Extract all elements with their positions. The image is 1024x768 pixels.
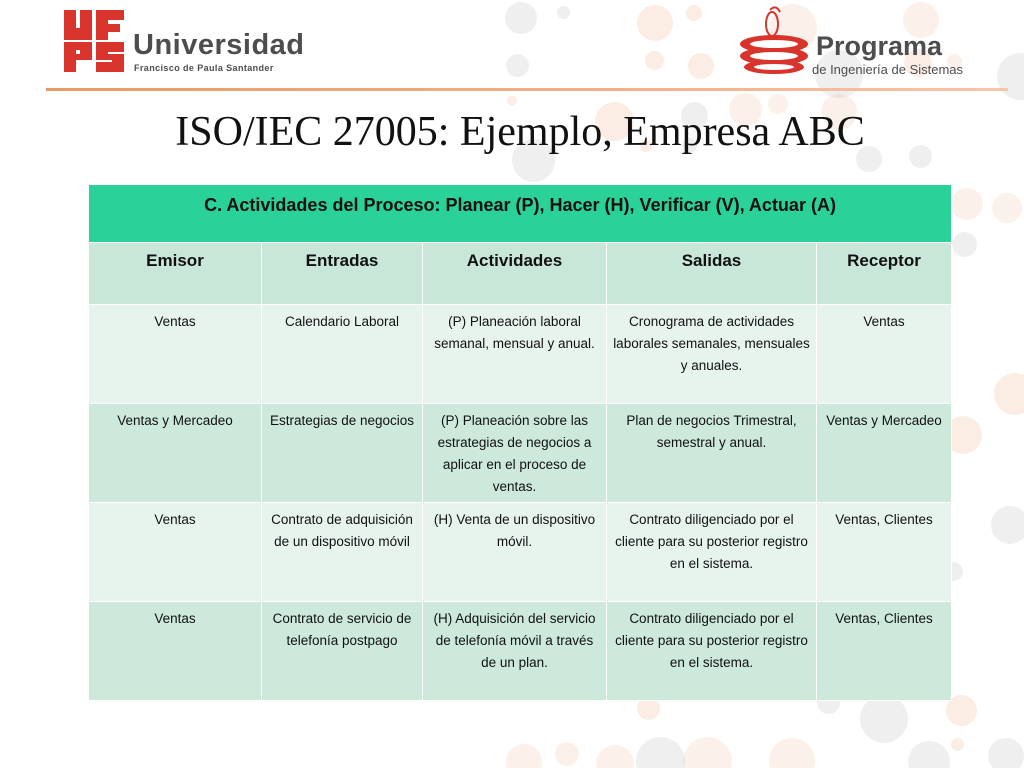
cell-entradas: Calendario Laboral xyxy=(262,305,423,404)
background-dot xyxy=(506,744,542,768)
cell-actividades: (P) Planeación sobre las estrategias de negocios a aplicar en el proceso de ventas. xyxy=(423,404,607,503)
background-dot xyxy=(951,188,983,220)
background-dot xyxy=(908,741,950,768)
background-dot xyxy=(991,506,1024,544)
cell-receptor: Ventas y Mercadeo xyxy=(817,404,952,503)
slide-header xyxy=(0,0,1024,92)
slide-title: ISO/IEC 27005: Ejemplo, Empresa ABC xyxy=(175,109,865,155)
cell-salidas: Cronograma de actividades laborales semanales, mensuales y anuales. xyxy=(607,305,817,404)
cell-entradas: Contrato de adquisición de un dispositivo móvil xyxy=(262,503,423,602)
cell-salidas: Contrato diligenciado por el cliente para su posterior registro en el sistema. xyxy=(607,503,817,602)
university-name: Universidad xyxy=(133,29,305,61)
cell-salidas: Plan de negocios Trimestral, semestral y anual. xyxy=(607,404,817,503)
cell-emisor: Ventas xyxy=(89,305,262,404)
cell-emisor: Ventas xyxy=(89,503,262,602)
table-row xyxy=(89,602,952,701)
column-header-salidas: Salidas xyxy=(607,243,817,305)
background-dot xyxy=(769,738,815,768)
column-header-receptor: Receptor xyxy=(817,243,952,305)
table-row xyxy=(89,503,952,602)
cell-actividades: (P) Planeación laboral semanal, mensual y anual. xyxy=(423,305,607,404)
background-dot xyxy=(951,738,964,751)
table-row xyxy=(89,404,952,503)
cell-receptor: Ventas, Clientes xyxy=(817,602,952,701)
background-dot xyxy=(507,96,517,106)
background-dot xyxy=(988,738,1024,768)
program-title: Programa xyxy=(816,31,943,61)
cell-entradas: Estrategias de negocios xyxy=(262,404,423,503)
university-subtitle: Francisco de Paula Santander xyxy=(134,63,274,73)
background-dot xyxy=(636,737,685,768)
header-divider xyxy=(46,88,1008,91)
background-dot xyxy=(994,373,1024,415)
column-header-entradas: Entradas xyxy=(262,243,423,305)
cell-entradas: Contrato de servicio de telefonía postpago xyxy=(262,602,423,701)
program-subtitle: de Ingeniería de Sistemas xyxy=(812,62,964,77)
background-dot xyxy=(860,695,908,743)
table-row xyxy=(89,305,952,404)
background-dot xyxy=(596,745,634,768)
process-activities-table xyxy=(88,184,952,701)
table-header-row xyxy=(89,243,952,305)
cell-salidas: Contrato diligenciado por el cliente para su posterior registro en el sistema. xyxy=(607,602,817,701)
cell-actividades: (H) Venta de un dispositivo móvil. xyxy=(423,503,607,602)
cell-emisor: Ventas xyxy=(89,602,262,701)
cell-actividades: (H) Adquisición del servicio de telefonía móvil a través de un plan. xyxy=(423,602,607,701)
ufps-logo-icon xyxy=(62,8,126,74)
background-dot xyxy=(555,742,579,766)
programa-logo-icon xyxy=(736,4,814,76)
table-caption-text: C. Actividades del Proceso: Planear (P), Hacer (H), Verificar (V), Actuar (A) xyxy=(204,195,836,215)
background-dot xyxy=(683,737,732,768)
background-dot xyxy=(952,232,977,257)
table-caption xyxy=(89,185,952,243)
column-header-actividades: Actividades xyxy=(423,243,607,305)
cell-emisor: Ventas y Mercadeo xyxy=(89,404,262,503)
cell-receptor: Ventas xyxy=(817,305,952,404)
column-header-emisor: Emisor xyxy=(89,243,262,305)
background-dot xyxy=(992,193,1022,223)
cell-receptor: Ventas, Clientes xyxy=(817,503,952,602)
